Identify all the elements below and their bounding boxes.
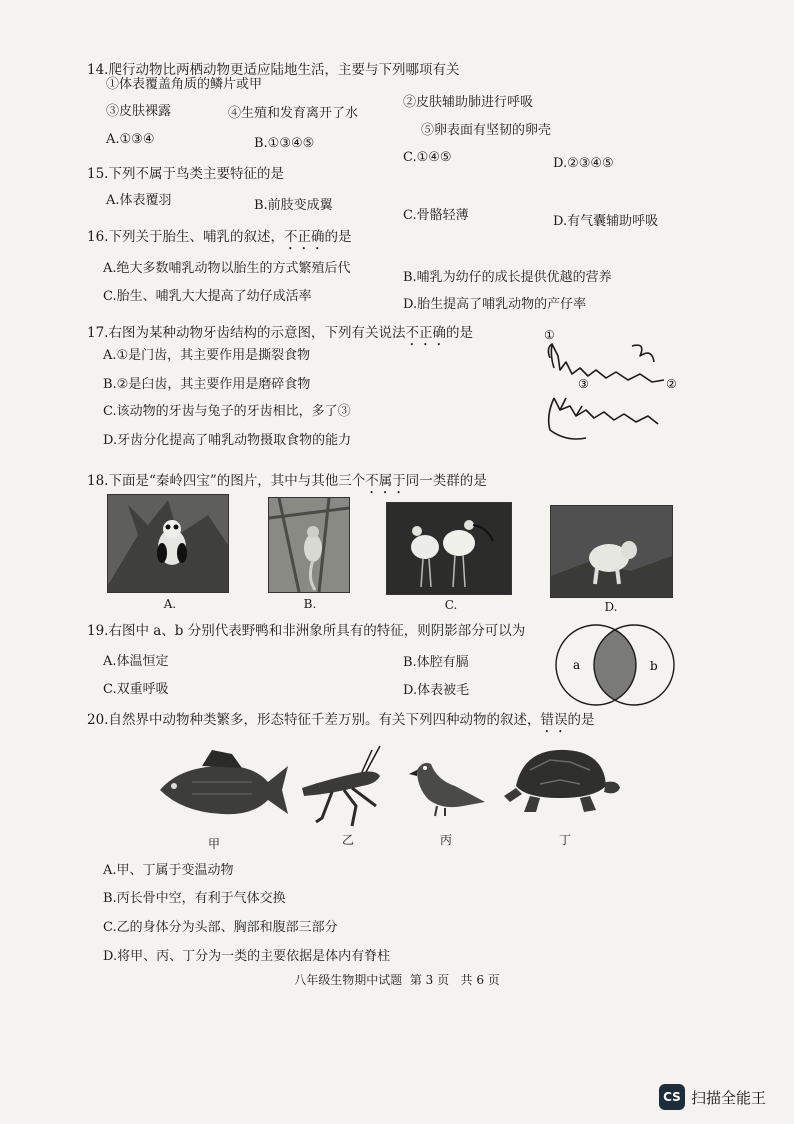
q20-option-b: B.丙长骨中空，有利于气体交换 [103,891,286,906]
q14-option-d: D.②③④⑤ [553,156,614,171]
q19-stem: 19.右图中 a、b 分别代表野鸭和非洲象所具有的特征，则阴影部分可以为 [87,623,526,639]
turtle-image [500,740,622,830]
q20-caption-yi: 乙 [341,833,354,847]
q20-option-a: A.甲、丁属于变温动物 [103,863,234,878]
q16-stem: 16.下列关于胎生、哺乳的叙述，不正确的是 [87,229,352,245]
q18-caption-c: C. [444,598,458,612]
q20-caption-jia: 甲 [207,837,220,851]
teeth-label-2: ② [666,377,677,391]
venn-label-a: a [573,658,581,672]
q14-item4: ④生殖和发育离开了水 [228,106,359,121]
venn-diagram [548,622,682,708]
q17-option-b: B.②是臼齿，其主要作用是磨碎食物 [103,377,311,392]
q16-option-c: C.胎生、哺乳大大提高了幼仔成活率 [103,289,312,304]
photo-takin [550,505,673,598]
q19-option-c: C.双重呼吸 [103,682,169,697]
q14-option-c: C.①④⑤ [403,150,452,165]
q14-option-b: B.①③④⑤ [254,136,315,151]
q19-option-b: B.体腔有膈 [403,655,469,670]
q20-stem: 20.自然界中动物种类繁多，形态特征千差万别。有关下列四种动物的叙述，错误的是 [87,712,595,728]
q18-caption-d: D. [604,600,618,614]
q20-caption-ding: 丁 [558,833,571,847]
q20-option-d: D.将甲、丙、丁分为一类的主要依据是体内有脊柱 [103,949,391,964]
q15-stem: 15.下列不属于鸟类主要特征的是 [87,166,284,182]
q14-stem: 14.爬行动物比两栖动物更适应陆地生活，主要与下列哪项有关 [87,62,460,78]
q14-option-a: A.①③④ [106,132,155,147]
q17-option-c: C.该动物的牙齿与兔子的牙齿相比，多了③ [103,404,351,419]
scanner-app-name: 扫描全能王 [691,1088,767,1107]
q15-option-d: D.有气囊辅助呼吸 [553,214,659,229]
q14-item2: ②皮肤辅助肺进行呼吸 [403,95,534,110]
teeth-label-3: ③ [578,377,589,391]
page-footer: 八年级生物期中试题 第 3 页 共 6 页 [294,973,500,987]
teeth-label-1: ① [544,328,555,342]
q20-caption-bing: 丙 [439,833,452,847]
q15-option-a: A.体表覆羽 [106,193,172,208]
q18-caption-a: A. [163,597,177,611]
q20-option-c: C.乙的身体分为头部、胸部和腹部三部分 [103,920,338,935]
q19-option-d: D.体表被毛 [403,683,470,698]
pigeon-image [403,750,489,820]
q14-item3: ③皮肤裸露 [106,104,172,119]
fish-image [152,742,292,832]
q14-item1: ①体表覆盖角质的鳞片或甲 [106,77,263,92]
photo-crested-ibis [386,502,512,595]
cs-logo-icon: CS [659,1084,685,1110]
q16-option-b: B.哺乳为幼仔的成长提供优越的营养 [403,270,612,285]
q18-caption-b: B. [303,597,317,611]
q16-option-a: A.绝大多数哺乳动物以胎生的方式繁殖后代 [103,261,351,276]
q17-option-d: D.牙齿分化提高了哺乳动物摄取食物的能力 [103,433,352,448]
q17-stem: 17.右图为某种动物牙齿结构的示意图，下列有关说法不正确的是 [87,325,473,341]
photo-panda [107,494,229,593]
scanner-watermark [659,1084,766,1110]
q19-option-a: A.体温恒定 [103,654,169,669]
venn-label-b: b [650,659,658,673]
q17-option-a: A.①是门齿，其主要作用是撕裂食物 [103,348,311,363]
q18-stem: 18.下面是“秦岭四宝”的图片，其中与其他三个不属于同一类群的是 [87,473,487,489]
q15-option-c: C.骨骼轻薄 [403,208,469,223]
teeth-diagram [536,326,696,446]
q16-option-d: D.胎生提高了哺乳动物的产仔率 [403,297,587,312]
q15-option-b: B.前肢变成翼 [254,198,333,213]
photo-golden-monkey [268,497,350,593]
q14-item5: ⑤卵表面有坚韧的卵壳 [421,123,552,138]
grasshopper-image [292,742,392,828]
